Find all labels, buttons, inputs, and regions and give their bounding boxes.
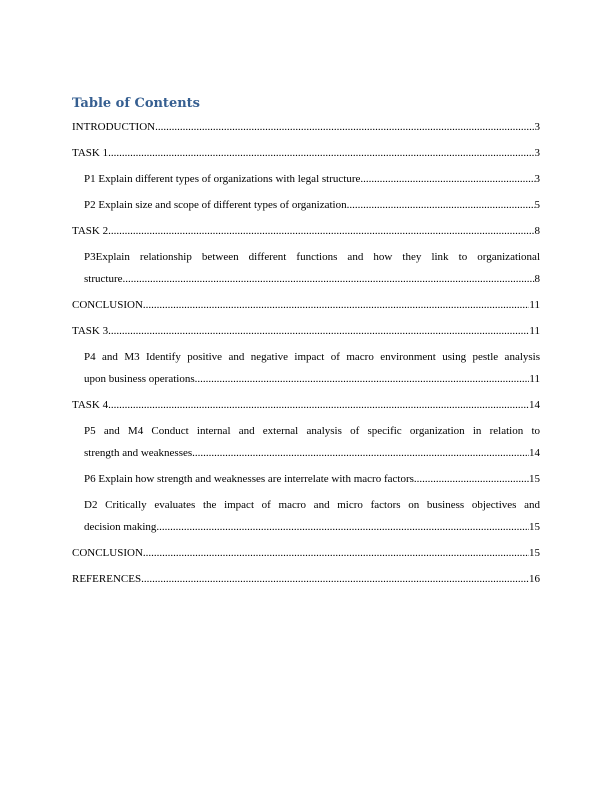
dot-leader — [347, 194, 535, 216]
toc-entry-label: TASK 4 — [72, 399, 109, 411]
toc-entry-task-2[interactable] — [72, 220, 540, 242]
dot-leader — [108, 142, 534, 164]
toc-entry-page: 15 — [529, 521, 540, 533]
dot-leader — [108, 320, 529, 342]
toc-entry-page: 8 — [534, 225, 540, 237]
toc-entry-label: CONCLUSION — [72, 299, 143, 311]
toc-entry-page: 15 — [529, 547, 540, 559]
toc-entry-label-line-2: structure — [84, 273, 123, 285]
toc-entry-page: 8 — [534, 273, 540, 285]
dot-leader — [155, 116, 534, 138]
toc-entry-task-4[interactable] — [72, 394, 540, 416]
dot-leader — [192, 442, 529, 464]
toc-entry-label: P2 Explain size and scope of different types of organization — [84, 199, 347, 211]
toc-entry-label: TASK 2 — [72, 225, 109, 237]
toc-entry-p1[interactable] — [72, 168, 540, 190]
toc-entry-p3[interactable] — [72, 246, 540, 290]
toc-entry-references[interactable] — [72, 568, 540, 590]
toc-entry-d2[interactable] — [72, 494, 540, 538]
toc-title: Table of Contents — [72, 96, 200, 111]
toc-entry-label-line-2: strength and weaknesses — [84, 447, 193, 459]
toc-entry-introduction[interactable] — [72, 116, 540, 138]
toc-entry-p4-m3[interactable] — [72, 346, 540, 390]
dot-leader — [108, 220, 534, 242]
toc-entry-page: 11 — [529, 373, 540, 385]
toc-entry-label-line-2: upon business operations — [84, 373, 195, 385]
dot-leader — [143, 294, 530, 316]
dot-leader — [122, 268, 534, 290]
toc-entry-label-line-1: P4 and M3 Identify positive and negative impact of macro environment using pestle analysis — [84, 351, 540, 363]
toc-entry-page: 11 — [529, 325, 540, 337]
toc-entry-label-line-2: decision making — [84, 521, 157, 533]
toc-entry-label: CONCLUSION — [72, 547, 143, 559]
toc-entry-label: P1 Explain different types of organizations with legal structure — [84, 173, 361, 185]
dot-leader — [143, 542, 529, 564]
toc-entry-page: 14 — [529, 399, 540, 411]
toc-entry-task-1[interactable] — [72, 142, 540, 164]
toc-entry-label: TASK 3 — [72, 325, 109, 337]
toc-entry-label: INTRODUCTION — [72, 121, 156, 133]
toc-entry-page: 3 — [534, 121, 540, 133]
dot-leader — [195, 368, 530, 390]
toc-entry-label: P6 Explain how strength and weaknesses are interrelate with macro factors — [84, 473, 414, 485]
toc-entry-page: 15 — [529, 473, 540, 485]
toc-entry-page: 16 — [529, 573, 540, 585]
dot-leader — [414, 468, 529, 490]
toc-entry-label-line-1: D2 Critically evaluates the impact of macro and micro factors on business objectives and — [84, 499, 540, 511]
toc-entry-page: 11 — [529, 299, 540, 311]
toc-entry-p5-m4[interactable] — [72, 420, 540, 464]
table-of-contents — [72, 95, 540, 594]
toc-entry-task-3[interactable] — [72, 320, 540, 342]
toc-entry-conclusion-2[interactable] — [72, 542, 540, 564]
toc-entry-page: 5 — [534, 199, 540, 211]
dot-leader — [156, 516, 529, 538]
dot-leader — [360, 168, 534, 190]
toc-entry-label-line-1: P5 and M4 Conduct internal and external analysis of specific organization in relation to — [84, 425, 540, 437]
toc-entry-page: 3 — [534, 147, 540, 159]
toc-entry-label-line-1: P3Explain relationship between different functions and how they link to organizational — [84, 251, 540, 263]
toc-entry-page: 14 — [529, 447, 540, 459]
dot-leader — [108, 394, 529, 416]
toc-entry-page: 3 — [534, 173, 540, 185]
toc-entry-p2[interactable] — [72, 194, 540, 216]
toc-entry-label: TASK 1 — [72, 147, 109, 159]
toc-entry-conclusion[interactable] — [72, 294, 540, 316]
toc-entry-p6[interactable] — [72, 468, 540, 490]
toc-entry-label: REFERENCES — [72, 573, 142, 585]
dot-leader — [141, 568, 529, 590]
